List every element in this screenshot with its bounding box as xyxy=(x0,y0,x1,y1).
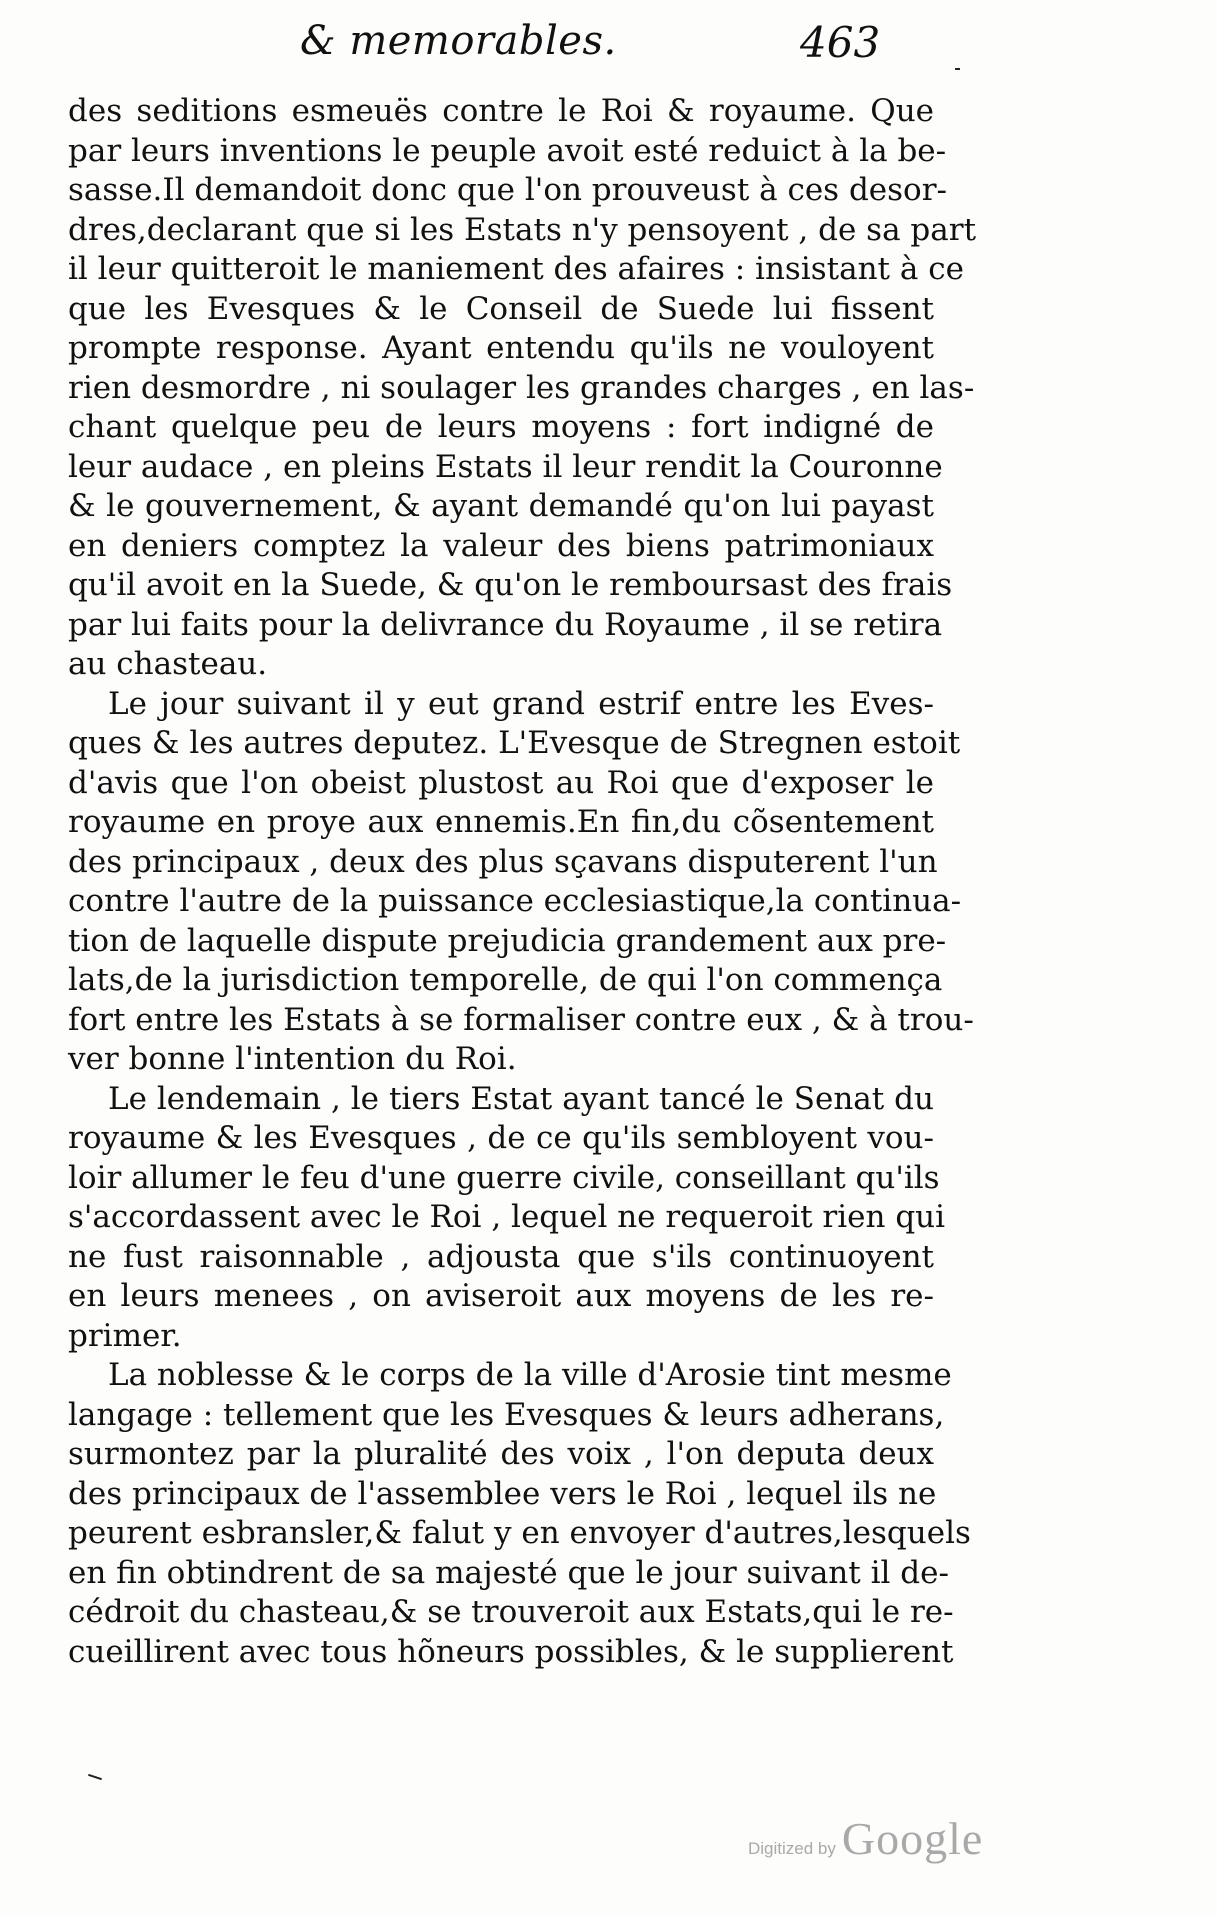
text-line: cédroit du chasteau,& se trouveroit aux Estats,qui le re- xyxy=(68,1594,954,1630)
text-line: qu'il avoit en la Suede, & qu'on le remboursast des frais xyxy=(68,567,953,603)
paragraph-1 xyxy=(68,92,977,685)
body-text xyxy=(68,92,977,1672)
text-line: des principaux , deux des plus sçavans disputerent l'un xyxy=(68,843,938,880)
text-line: dres,declarant que si les Estats n'y pensoyent , de sa part xyxy=(68,211,977,248)
text-line: tion de laquelle dispute prejudicia grandement aux pre- xyxy=(68,922,947,959)
text-line: primer. xyxy=(68,1317,182,1354)
google-logo: Google xyxy=(841,1813,984,1864)
text-line: en fin obtindrent de sa majesté que le jour suivant il de- xyxy=(68,1554,949,1591)
text-line: sasse.Il demandoit donc que l'on prouveust à ces desor- xyxy=(68,172,948,208)
text-line: des principaux de l'assemblee vers le Roi , lequel ils ne xyxy=(68,1475,937,1512)
text-line: leur audace , en pleins Estats il leur rendit la Couronne xyxy=(68,448,943,485)
text-line: d'avis que l'on obeist plustost au Roi que d'exposer le xyxy=(68,764,934,801)
text-line: royaume en proye aux ennemis.En fin,du cõsentement xyxy=(68,804,934,840)
paragraph-3 xyxy=(68,1080,946,1357)
digitized-watermark xyxy=(748,1812,983,1865)
scan-speck xyxy=(955,68,960,70)
text-line: contre l'autre de la puissance ecclesiastique,la continua- xyxy=(68,883,962,919)
text-line: rien desmordre , ni soulager les grandes charges , en las- xyxy=(68,369,975,406)
text-line: chant quelque peu de leurs moyens : fort indigné de xyxy=(68,409,934,445)
text-line: ques & les autres deputez. L'Evesque de Stregnen estoit xyxy=(68,725,961,761)
text-line: Le lendemain , le tiers Estat ayant tancé le Senat du xyxy=(108,1080,934,1117)
text-line: royaume & les Evesques , de ce qu'ils sembloyent vou- xyxy=(68,1120,934,1156)
text-line: fort entre les Estats à se formaliser contre eux , & à trou- xyxy=(68,1001,974,1038)
text-line: en deniers comptez la valeur des biens patrimoniaux xyxy=(68,527,934,564)
text-line: lats,de la jurisdiction temporelle, de qui l'on commença xyxy=(68,962,943,998)
digitized-label: Digitized by xyxy=(748,1839,836,1858)
page-number: 463 xyxy=(800,18,881,67)
text-line: peurent esbransler,& falut y en envoyer d'autres,lesquels xyxy=(68,1515,971,1551)
paragraph-2 xyxy=(68,685,974,1080)
scan-speck xyxy=(88,1774,102,1780)
text-line: il leur quitteroit le maniement des afaires : insistant à ce xyxy=(68,251,964,287)
text-line: surmontez par la pluralité des voix , l'on deputa deux xyxy=(68,1436,934,1472)
text-line: & le gouvernement, & ayant demandé qu'on lui payast xyxy=(68,488,934,524)
text-line: loir allumer le feu d'une guerre civile, conseillant qu'ils xyxy=(68,1159,940,1196)
text-line: ver bonne l'intention du Roi. xyxy=(68,1041,517,1077)
text-line: en leurs menees , on aviseroit aux moyens de les re- xyxy=(68,1278,934,1314)
text-line: s'accordassent avec le Roi , lequel ne requeroit rien qui xyxy=(68,1199,946,1235)
text-line: que les Evesques & le Conseil de Suede lui fissent xyxy=(68,290,934,327)
text-line: prompte response. Ayant entendu qu'ils ne vouloyent xyxy=(68,330,934,366)
text-line: Le jour suivant il y eut grand estrif entre les Eves- xyxy=(108,685,934,722)
text-line: cueillirent avec tous hõneurs possibles, & le supplierent xyxy=(68,1633,954,1670)
text-line: langage : tellement que les Evesques & leurs adherans, xyxy=(68,1396,945,1433)
text-line: des seditions esmeuës contre le Roi & royaume. Que xyxy=(68,93,934,129)
paragraph-4 xyxy=(68,1356,971,1672)
text-line: ne fust raisonnable , adjousta que s'ils continuoyent xyxy=(68,1238,934,1275)
text-line: au chasteau. xyxy=(68,646,268,682)
text-line: La noblesse & le corps de la ville d'Arosie tint mesme xyxy=(108,1357,952,1393)
running-head: & memorables. xyxy=(300,18,617,64)
text-line: par lui faits pour la delivrance du Royaume , il se retira xyxy=(68,606,943,643)
text-line: par leurs inventions le peuple avoit esté reduict à la be- xyxy=(68,132,947,169)
